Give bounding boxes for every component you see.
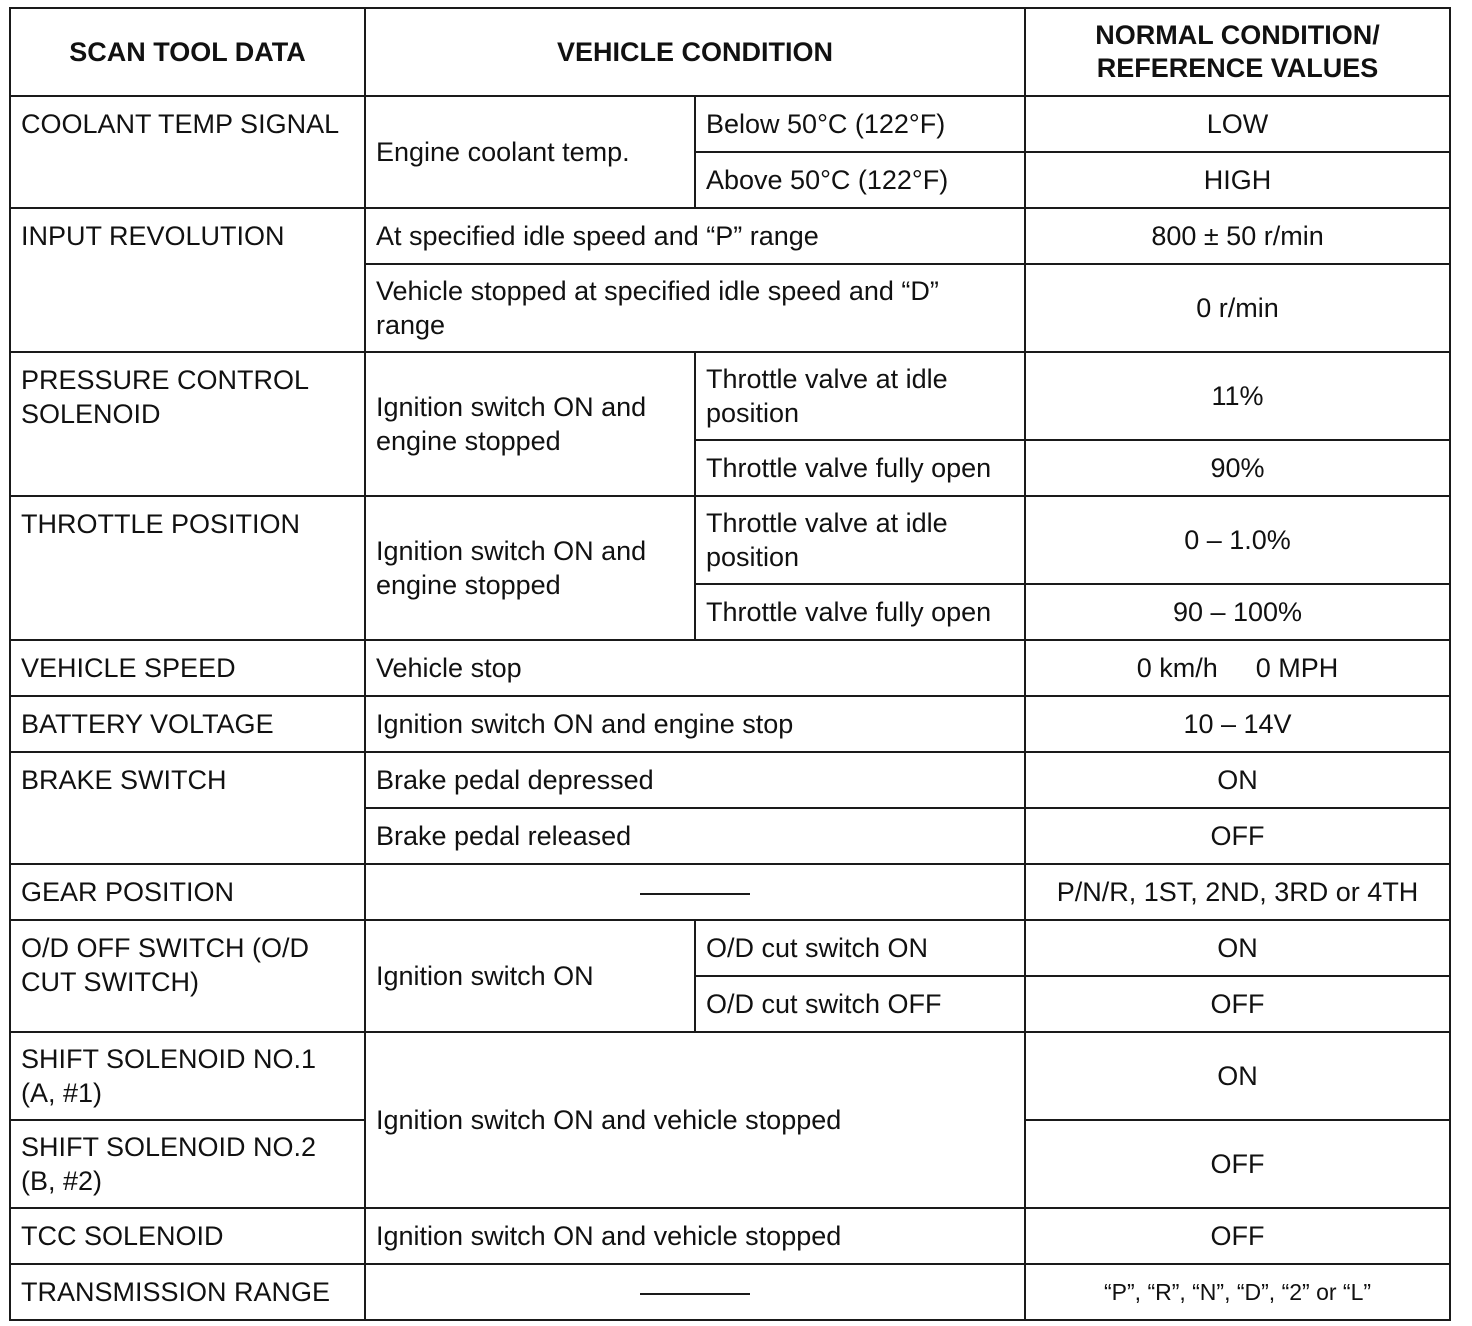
item-gear-position: GEAR POSITION (10, 864, 365, 920)
header-normal-line1: NORMAL CONDITION/ (1095, 20, 1380, 50)
table-row (10, 208, 1450, 264)
item-shift-solenoid-2: SHIFT SOLENOID NO.2 (B, #2) (10, 1120, 365, 1208)
item-vehicle-speed: VEHICLE SPEED (10, 640, 365, 696)
subcondition-od-off: O/D cut switch OFF (695, 976, 1025, 1032)
subcondition-coolant-above: Above 50°C (122°F) (695, 152, 1025, 208)
header-normal-condition (1025, 8, 1450, 96)
subcondition-throttle-idle: Throttle valve at idle position (695, 496, 1025, 584)
condition-od: Ignition switch ON (365, 920, 695, 1032)
item-coolant-temp-signal: COOLANT TEMP SIGNAL (10, 96, 365, 208)
item-transmission-range: TRANSMISSION RANGE (10, 1264, 365, 1320)
condition-throttle: Ignition switch ON and engine stopped (365, 496, 695, 640)
item-input-revolution: INPUT REVOLUTION (10, 208, 365, 352)
condition-brake-released: Brake pedal released (365, 808, 1025, 864)
condition-gear-none (365, 864, 1025, 920)
header-vehicle-condition: VEHICLE CONDITION (365, 8, 1025, 96)
subcondition-coolant-below: Below 50°C (122°F) (695, 96, 1025, 152)
subcondition-od-on: O/D cut switch ON (695, 920, 1025, 976)
item-tcc-solenoid: TCC SOLENOID (10, 1208, 365, 1264)
table-row (10, 1032, 1450, 1120)
subcondition-pressure-open: Throttle valve fully open (695, 440, 1025, 496)
value-battery: 10 – 14V (1025, 696, 1450, 752)
value-speed-kmh: 0 km/h (1136, 653, 1218, 683)
table-row (10, 752, 1450, 808)
scan-tool-data-table (9, 7, 1451, 1321)
table-row (10, 1208, 1450, 1264)
table-row (10, 864, 1450, 920)
subcondition-pressure-idle: Throttle valve at idle position (695, 352, 1025, 440)
condition-shift-solenoids: Ignition switch ON and vehicle stopped (365, 1032, 1025, 1208)
value-speed-mph: 0 MPH (1255, 653, 1339, 683)
header-scan-tool-data: SCAN TOOL DATA (10, 8, 365, 96)
value-od-on: ON (1025, 920, 1450, 976)
value-coolant-high: HIGH (1025, 152, 1450, 208)
value-transmission-range: “P”, “R”, “N”, “D”, “2” or “L” (1025, 1264, 1450, 1320)
value-brake-on: ON (1025, 752, 1450, 808)
condition-brake-depressed: Brake pedal depressed (365, 752, 1025, 808)
table-row (10, 696, 1450, 752)
table-row (10, 640, 1450, 696)
condition-range-none (365, 1264, 1025, 1320)
value-pressure-open: 90% (1025, 440, 1450, 496)
table-row (10, 352, 1450, 440)
condition-input-rev-d: Vehicle stopped at specified idle speed and “D” range (365, 264, 1025, 352)
table-row (10, 1264, 1450, 1320)
value-throttle-idle: 0 – 1.0% (1025, 496, 1450, 584)
header-row (10, 8, 1450, 96)
value-od-off: OFF (1025, 976, 1450, 1032)
value-pressure-idle: 11% (1025, 352, 1450, 440)
value-shift-solenoid-2: OFF (1025, 1120, 1450, 1208)
condition-tcc: Ignition switch ON and vehicle stopped (365, 1208, 1025, 1264)
value-gear-position: P/N/R, 1ST, 2ND, 3RD or 4TH (1025, 864, 1450, 920)
condition-vehicle-speed: Vehicle stop (365, 640, 1025, 696)
table-row (10, 496, 1450, 584)
item-battery-voltage: BATTERY VOLTAGE (10, 696, 365, 752)
dash-line (640, 893, 750, 895)
value-tcc: OFF (1025, 1208, 1450, 1264)
subcondition-throttle-open: Throttle valve fully open (695, 584, 1025, 640)
value-shift-solenoid-1: ON (1025, 1032, 1450, 1120)
condition-pressure: Ignition switch ON and engine stopped (365, 352, 695, 496)
dash-line (640, 1293, 750, 1295)
item-shift-solenoid-1: SHIFT SOLENOID NO.1 (A, #1) (10, 1032, 365, 1120)
table-row (10, 920, 1450, 976)
value-brake-off: OFF (1025, 808, 1450, 864)
value-throttle-open: 90 – 100% (1025, 584, 1450, 640)
item-brake-switch: BRAKE SWITCH (10, 752, 365, 864)
header-normal-line2: REFERENCE VALUES (1096, 53, 1379, 83)
item-pressure-control-solenoid: PRESSURE CONTROL SOLENOID (10, 352, 365, 496)
value-input-rev-p: 800 ± 50 r/min (1025, 208, 1450, 264)
item-throttle-position: THROTTLE POSITION (10, 496, 365, 640)
value-coolant-low: LOW (1025, 96, 1450, 152)
value-input-rev-d: 0 r/min (1025, 264, 1450, 352)
value-vehicle-speed (1025, 640, 1450, 696)
item-od-off-switch: O/D OFF SWITCH (O/D CUT SWITCH) (10, 920, 365, 1032)
condition-coolant: Engine coolant temp. (365, 96, 695, 208)
table-row (10, 96, 1450, 152)
condition-input-rev-p: At specified idle speed and “P” range (365, 208, 1025, 264)
condition-battery: Ignition switch ON and engine stop (365, 696, 1025, 752)
